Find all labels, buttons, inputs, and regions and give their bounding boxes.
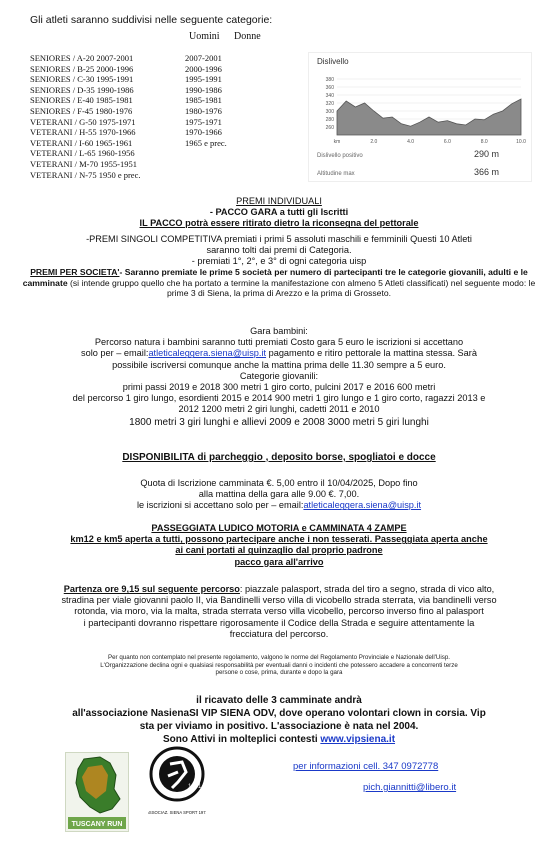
societa-label: PREMI PER SOCIETA' <box>30 267 120 278</box>
y-tick-label: 300 <box>325 109 334 115</box>
category-women-years: 1970-1966 <box>185 127 222 138</box>
category-name: SENIORES / B-25 <box>30 63 95 74</box>
category-name: SENIORES / D-35 <box>30 84 95 95</box>
quota-line-3a: le iscrizioni si accettano solo per – email: <box>136 500 304 511</box>
chart-title: Dislivello <box>317 57 349 66</box>
x-tick-label: 6.0 <box>443 139 451 145</box>
percorso-label: Partenza ore 9,15 sul seguente percorso <box>63 584 240 594</box>
category-row <box>30 170 140 181</box>
quota-section <box>20 478 538 512</box>
category-row <box>30 84 222 96</box>
vico-logo-text: ASSOCIAZ. SIENA SPORT 1971 <box>148 810 206 815</box>
tuscany-logo-text: TUSCANY RUN <box>71 821 123 828</box>
percorso-line-5: frecciatura del percorso. <box>229 628 329 639</box>
stat-label: Dislivello positivo <box>317 153 363 159</box>
disclaimer <box>10 654 548 677</box>
premi-title: PREMI INDIVIDUALI <box>236 196 322 206</box>
passeggiata-line-2: ai cani portati al guinzaglio dal proprio padrone <box>175 545 383 556</box>
y-tick-label: 260 <box>325 125 334 131</box>
category-name: VETERANI / M-70 <box>30 158 98 169</box>
category-row <box>30 53 222 64</box>
category-women-years: 1995-1991 <box>185 74 222 85</box>
x-tick-label: km <box>333 139 341 145</box>
category-men-years: 1985-1981 <box>95 95 133 106</box>
bambini-line-2a: solo per – email: <box>81 348 149 359</box>
categories-title: Gli atleti saranno suddivisi nelle seguente categorie: <box>30 14 273 26</box>
category-row <box>30 74 222 85</box>
category-men-years: 1970-1966 <box>98 127 136 138</box>
categories-table <box>30 53 227 180</box>
bambini-title: Gara bambini: <box>250 326 308 336</box>
bambini-line-2b: pagamento e ritiro pettorale la mattina stessa. Sarà <box>266 348 477 359</box>
x-tick-label: 4.0 <box>407 139 415 145</box>
x-tick-label: 10.0 <box>516 139 526 145</box>
bambini-section <box>10 326 548 429</box>
category-men-years: 1975-1971 <box>98 116 136 127</box>
category-row <box>30 137 227 149</box>
bambini-line-1: Percorso natura i bambini saranno tutti premiati Costo gara 5 euro le iscrizioni si accettano <box>94 337 464 348</box>
x-tick-label: 8.0 <box>480 139 488 145</box>
category-men-years: 1980-1976 <box>95 105 133 116</box>
singoli-line-1: -PREMI SINGOLI COMPETITIVA premiati i primi 5 assoluti maschili e femminili Questi 10 Atleti <box>86 233 472 244</box>
category-women-years: 1990-1986 <box>185 84 222 95</box>
category-row <box>30 148 140 159</box>
percorso-line-2: stradina per viale giovanni paolo II, via Bandinelli verso villa di vicobello strada sterrata, via bandinelli verso <box>61 595 497 606</box>
category-name: SENIORES / F-45 <box>30 105 94 116</box>
singoli-line-2: saranno tolti dai premi di Categoria. <box>206 244 352 255</box>
percorso-line-3: rotonda, via moro, via la malta, strada sterrata verso villa vicobello, percorso inverso fino al palasport <box>74 606 484 617</box>
runner-emblem-icon <box>148 742 206 826</box>
quota-line-1: Quota di Iscrizione camminata €. 5,00 entro il 10/04/2025, Dopo fino <box>140 478 418 488</box>
quota-email-link[interactable]: atleticaleggera.siena@uisp.it <box>303 500 422 511</box>
category-women-years: 1965 e prec. <box>185 137 227 148</box>
category-name: VETERANI / N-75 <box>30 169 97 180</box>
giovanili-line-3: 2012 1200 metri 2 giri lunghi, cadetti 2011 e 2010 <box>178 404 380 415</box>
percorso-line-4: i partecipanti dovranno rispettare rigorosamente il Codice della Strada e seguire attentamente la <box>83 617 475 628</box>
category-men-years: 1990-1986 <box>96 84 134 95</box>
y-tick-label: 280 <box>325 117 334 123</box>
quota-line-2: alla mattina della gara alle 9.00 €. 7,00. <box>198 489 360 500</box>
percorso-section <box>10 584 548 640</box>
disclaimer-line-2: L'Organizzazione declina ogni e qualsiasi responsabilità per eventuali danni o incidenti che potessero accadere a concorrenti terze <box>100 661 458 669</box>
elevation-area <box>337 99 521 135</box>
category-row <box>30 63 222 75</box>
info-phone-link[interactable]: per informazioni cell. 347 0972778 <box>293 761 439 772</box>
disclaimer-line-1: Per quanto non contemplato nel presente regolamento, valgono le norme del Regolamento Provinciale e Nazionale dell'Uisp. <box>107 654 451 661</box>
disponibilita: DISPONIBILITA di parcheggio , deposito borse, spogliatoi e docce <box>122 452 436 463</box>
giovanili-line-2: del percorso 1 giro lungo, esordienti 2015 e 2014 900 metri 1 giro lungo e 1 giro corto, ragazzi 2013 e <box>72 393 486 404</box>
tuscany-run-logo <box>65 752 129 832</box>
ricavato-line-4 <box>14 733 544 746</box>
giovanili-line-4: 1800 metri 3 giri lunghi e allievi 2009 e 2008 3000 metri 5 giri lunghi <box>129 416 429 428</box>
stat-value: 290 m <box>473 149 499 159</box>
percorso-line-1 <box>10 584 548 595</box>
category-name: VETERANI / H-55 <box>30 127 97 138</box>
category-row <box>30 105 222 117</box>
societa-bold: - Saranno premiate le prime 5 società per numero di partecipanti tre le categorie giovanili, adulti e le camminate <box>22 267 528 288</box>
category-row <box>30 116 222 128</box>
tuscany-map-icon <box>66 753 128 831</box>
stat-value: 366 m <box>473 167 499 177</box>
ricavato-line-2: all'associazione NasienaSI VIP SIENA ODV, dove operano volontari clown in corsia. Vip <box>72 708 486 719</box>
ricavato-line-1: il ricavato delle 3 camminate andrà <box>196 695 362 706</box>
passeggiata-section <box>14 523 544 568</box>
y-tick-label: 320 <box>325 101 334 107</box>
stat-label: Altitudine max <box>317 171 355 177</box>
elevation-chart <box>308 52 532 182</box>
category-name: SENIORES / A-20 <box>30 53 95 63</box>
elevation-chart-svg <box>309 53 531 181</box>
bambini-email-link[interactable]: atleticaleggera.siena@uisp.it <box>148 348 267 359</box>
category-men-years: 2000-1996 <box>96 63 134 74</box>
category-name: SENIORES / E-40 <box>30 95 94 106</box>
category-men-years: 2007-2001 <box>96 53 134 63</box>
premi-section <box>20 196 538 299</box>
column-men-label: Uomini <box>189 31 220 42</box>
category-men-years: 1955-1951 <box>100 158 137 169</box>
giovanili-title: Categorie giovanili: <box>239 370 319 381</box>
bambini-line-3: possibile iscriversi comunque anche la mattina prima delle 11.30 sempre a 5 euro. <box>112 359 446 370</box>
column-women-label: Donne <box>234 31 261 42</box>
giovanili-line-1: primi passi 2019 e 2018 300 metri 1 giro corto, pulcini 2017 e 2016 600 metri <box>122 382 436 393</box>
y-tick-label: 380 <box>325 77 334 83</box>
ricavato-line-3: sta per viviamo in positivo. L'associazione è nata nel 2004. <box>139 721 419 732</box>
bambini-line-2 <box>10 348 548 359</box>
category-name: SENIORES / C-30 <box>30 74 95 85</box>
disclaimer-line-3: persone o cose, prima, durante e dopo la gara <box>215 669 343 677</box>
category-row <box>30 127 222 138</box>
singoli-line-3: - premiati 1°, 2°, e 3° di ogni categoria uisp <box>191 256 367 267</box>
category-men-years: 1965-1961 <box>95 137 133 148</box>
ricavato-section <box>14 694 544 746</box>
vico-logo <box>148 742 206 826</box>
contact-email-link[interactable]: pich.giannitti@libero.it <box>363 782 457 793</box>
category-row <box>30 159 140 170</box>
percorso-line-1-rest: : piazzale palasport, strada del tiro a segno, strada di vico alto, <box>239 584 495 594</box>
y-tick-label: 360 <box>325 85 334 91</box>
societa-block <box>20 267 538 299</box>
societa-rest: (si intende gruppo quello che ha portato a termine la manifestazione con almeno 5 Atleti classificati) nel seguente modo: le prime 3 di Siena, la prima di Arezzo e la prima di Grosseto. <box>67 277 536 299</box>
ricavato-line-4a: Sono Attivi in molteplici contesti <box>162 734 321 745</box>
category-women-years: 1975-1971 <box>185 116 222 127</box>
vico-logo-year: 1971 <box>188 784 202 790</box>
category-women-years: 2000-1996 <box>185 63 222 74</box>
category-men-years: 1995-1991 <box>96 74 134 85</box>
passeggiata-line-1: km12 e km5 aperta a tutti, possono partecipare anche i non tesserati. Passeggiata aperta anche <box>70 534 488 545</box>
quota-line-3 <box>20 500 538 511</box>
pacco-gara: - PACCO GARA a tutti gli Iscritti <box>209 207 349 218</box>
vipsiena-link[interactable]: www.vipsiena.it <box>320 734 396 745</box>
y-tick-label: 340 <box>325 93 334 99</box>
category-women-years: 1985-1981 <box>185 95 222 106</box>
category-name: VETERANI / G-50 <box>30 116 97 127</box>
category-men-years: 1950 e prec. <box>98 169 141 180</box>
category-men-years: 1960-1956 <box>97 148 135 159</box>
category-name: VETERANI / I-60 <box>30 137 94 148</box>
category-name: VETERANI / L-65 <box>30 148 96 159</box>
category-row <box>30 95 222 106</box>
passeggiata-line-3: pacco gara all'arrivo <box>234 556 324 567</box>
pacco-note: IL PACCO potrà essere ritirato dietro la riconsegna del pettorale <box>139 218 419 229</box>
category-women-years: 2007-2001 <box>185 53 222 63</box>
x-tick-label: 2.0 <box>370 139 378 145</box>
passeggiata-title: PASSEGGIATA LUDICO MOTORIA e CAMMINATA 4 ZAMPE <box>151 523 407 533</box>
category-women-years: 1980-1976 <box>185 105 222 116</box>
